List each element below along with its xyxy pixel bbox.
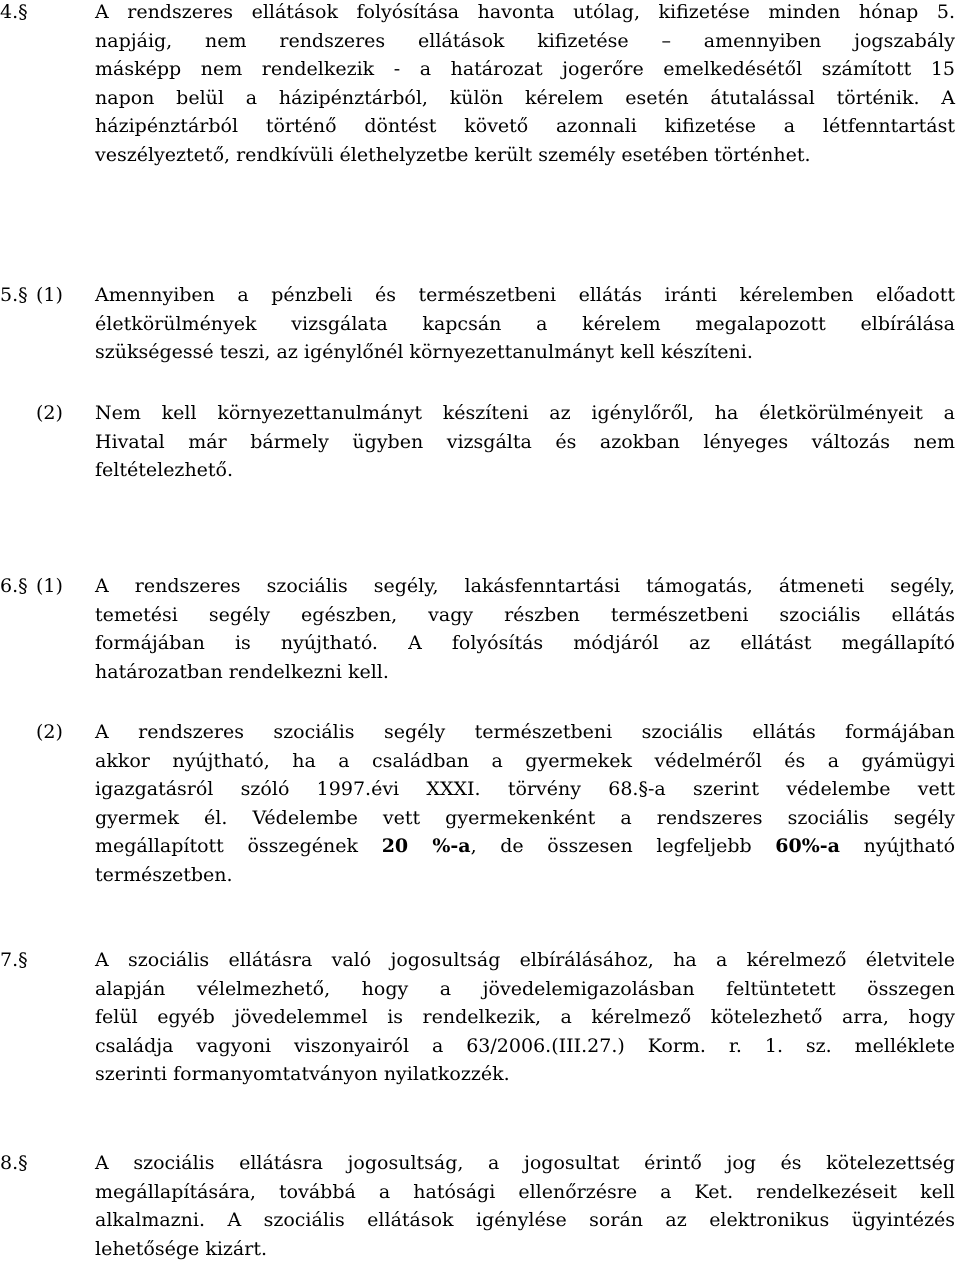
emphasis-percent-20: 20 %-a: [381, 835, 471, 858]
text-line: temetési segély egészben, vagy részben természetbeni szociális ellátás: [95, 603, 955, 626]
text-line: formájában is nyújtható. A folyósítás módjáról az ellátást megállapító: [95, 632, 955, 655]
text-line: alapján vélelmezhető, hogy a jövedelemigazolásban feltüntetett összegen: [95, 977, 955, 1000]
text-line: alkalmazni. A szociális ellátások igénylése során az elektronikus ügyintézés: [95, 1209, 955, 1232]
paragraph: [95, 572, 955, 686]
text-line: akkor nyújtható, ha a családban a gyermekek védelméről és a gyámügyi: [95, 749, 955, 772]
paragraph: [95, 946, 955, 1089]
text-line: napon belül a házipénztárból, külön kérelem esetén átutalással történik. A: [95, 86, 955, 109]
text-line: Amennyiben a pénzbeli és természetbeni ellátás iránti kérelemben előadott: [95, 284, 955, 306]
section-number: 8.§: [0, 1152, 28, 1174]
text-line: Hivatal már bármely ügyben vizsgálta és azokban lényeges változás nem: [95, 430, 955, 453]
text-line: A szociális ellátásra való jogosultság elbírálásához, ha a kérelmező életvitele: [95, 949, 955, 971]
text-line: szerinti formanyomtatványon nyilatkozzék.: [95, 1063, 510, 1086]
text-line: lehetősége kizárt.: [95, 1237, 268, 1260]
text-line: másképp nem rendelkezik - a határozat jogerőre emelkedésétől számított 15: [95, 58, 955, 81]
text-line: napjáig, nem rendszeres ellátások kifizetése – amennyiben jogszabály: [95, 29, 955, 52]
paragraph: [95, 399, 955, 485]
text-line: A rendszeres ellátások folyósítása havonta utólag, kifizetése minden hónap 5.: [95, 1, 955, 23]
text-run: megállapított összegének: [95, 835, 382, 858]
paragraph: [95, 281, 955, 367]
section-number: 7.§: [0, 949, 28, 971]
section-number: 5.§: [0, 284, 28, 306]
text-line: megállapítására, továbbá a hatósági ellenőrzésre a Ket. rendelkezéseit kell: [95, 1180, 955, 1203]
subsection-number: (2): [36, 721, 63, 743]
subsection-number: (1): [36, 284, 63, 306]
text-line: házipénztárból történő döntést követő azonnali kifizetése a létfenntartást: [95, 115, 955, 138]
text-run: , de összesen legfeljebb: [470, 835, 776, 858]
text-line: szükségessé teszi, az igénylőnél környezettanulmányt kell készíteni.: [95, 341, 753, 364]
emphasis-percent-60: 60%-a: [775, 835, 840, 858]
paragraph: [95, 1149, 955, 1263]
paragraph: [95, 0, 955, 170]
text-run: nyújtható: [840, 835, 956, 858]
section-number: 4.§: [0, 1, 28, 23]
text-line: A rendszeres szociális segély természetbeni szociális ellátás formájában: [95, 721, 955, 743]
text-line: életkörülmények vizsgálata kapcsán a kérelem megalapozott elbírálása: [95, 312, 955, 335]
text-line: gyermek él. Védelembe vett gyermekenként a rendszeres szociális segély: [95, 806, 955, 829]
text-line: felül egyéb jövedelemmel is rendelkezik, a kérelmező kötelezhető arra, hogy: [95, 1006, 955, 1029]
subsection-number: (1): [36, 575, 63, 597]
text-line: Nem kell környezettanulmányt készíteni az igénylőről, ha életkörülményeit a: [95, 402, 955, 424]
paragraph: [95, 718, 955, 890]
text-line: A szociális ellátásra jogosultság, a jogosultat érintő jog és kötelezettség: [95, 1152, 955, 1174]
text-line: természetben.: [95, 863, 233, 886]
text-line: családja vagyoni viszonyairól a 63/2006.(III.27.) Korm. r. 1. sz. melléklete: [95, 1034, 955, 1057]
subsection-number: (2): [36, 402, 63, 424]
text-line: feltételezhető.: [95, 459, 234, 482]
text-line-with-emphasis: [95, 832, 955, 861]
text-line: igazgatásról szóló 1997.évi XXXI. törvény 68.§-a szerint védelembe vett: [95, 778, 955, 801]
text-line: veszélyeztető, rendkívüli élethelyzetbe került személy esetében történhet.: [95, 143, 811, 166]
text-line: határozatban rendelkezni kell.: [95, 660, 389, 683]
section-number: 6.§: [0, 575, 28, 597]
text-line: A rendszeres szociális segély, lakásfenntartási támogatás, átmeneti segély,: [95, 575, 955, 597]
